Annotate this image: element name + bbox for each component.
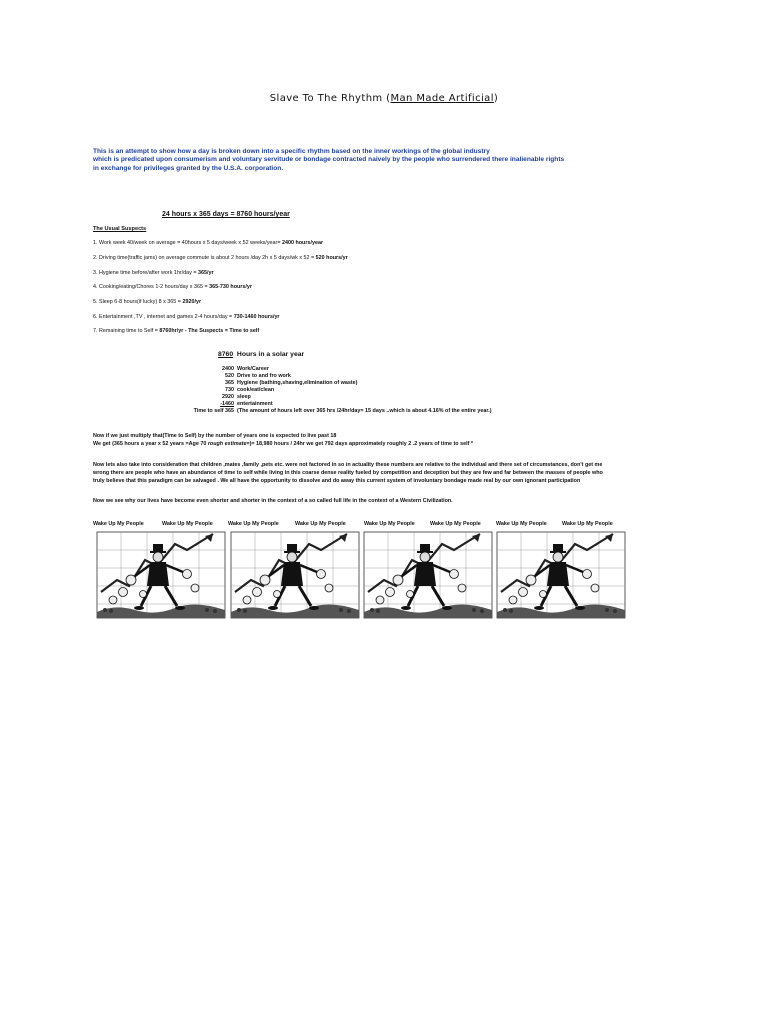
- breakdown-row: 730: [225, 387, 234, 393]
- page-title: [0, 93, 768, 104]
- suspect-item: 5. Sleep 6-8 hours(if lucky) 8 x 365 = 2920/yr: [93, 299, 202, 305]
- intro-line: This is an attempt to show how a day is broken down into a specific rhythm based on the inner workings of the global industry: [93, 148, 490, 155]
- wake-label: Wake Up My People: [162, 521, 213, 527]
- suspect-item: 6. Entertainment ,TV , internet and games 2-4 hours/day = 730-1460 hours/yr: [93, 314, 280, 320]
- wake-label: Wake Up My People: [430, 521, 481, 527]
- breakdown-row: Time to self 365: [193, 408, 234, 414]
- paragraph-line: wrong there are people who have an abundance of time to self while living in this coarse dense reality fueled by competition and deception but they are few and far between the masses of people who: [93, 469, 603, 476]
- wake-label: Wake Up My People: [364, 521, 415, 527]
- breakdown-row: 365: [225, 380, 234, 386]
- cartoon-illustration: [362, 530, 494, 626]
- title-suffix: ): [493, 93, 499, 104]
- breakdown-label: Drive to and fro work: [237, 373, 291, 379]
- paragraph-lifetime: [93, 433, 473, 449]
- cartoon-illustration: [495, 530, 627, 626]
- title-underlined: Man Made Artificial: [390, 93, 494, 104]
- intro-line: which is predicated upon consumerism and voluntary servitude or bondage contracted naively by the people who surrendered there inalienable rights: [93, 156, 565, 164]
- breakdown-label: entertainment: [237, 401, 273, 407]
- suspect-item: 1. Work week 40/week on average = 40hours x 5 days/week x 52 weeks/year= 2400 hours/year: [93, 240, 324, 246]
- intro-text: [93, 148, 564, 173]
- wake-label: Wake Up My People: [295, 521, 346, 527]
- breakdown-row: 520: [225, 373, 234, 379]
- breakdown-label: sleep: [237, 394, 251, 400]
- suspect-item: 3. Hygiene time before/after work 1hr/day = 365/yr: [93, 270, 214, 276]
- breakdown-label: Hygiene (bathing,shaving,elimination of waste): [237, 380, 358, 386]
- breakdown-label: cook/eat/clean: [237, 387, 275, 393]
- wake-label: Wake Up My People: [496, 521, 547, 527]
- cartoon-illustration: [95, 530, 227, 626]
- paragraph-line: We get (365 hours a year x 52 years =Age 70 rough estimate=)= 18,980 hours / 24hr we get 792 days approximately roughly 2 .2 years of time to self *: [93, 440, 473, 447]
- breakdown-row: 2400: [222, 366, 234, 372]
- paragraph-consideration: [93, 462, 603, 485]
- intro-line: in exchange for privileges granted by the U.S.A. corporation.: [93, 164, 284, 172]
- year-heading: [218, 351, 304, 358]
- paragraph-line: truly believe that this paradigm can be salvaged . We all have the opportunity to dissolve and do away this current system of involuntary bondage made real by our own ignorant participation: [93, 477, 581, 484]
- cartoon-illustration: [229, 530, 361, 626]
- breakdown-row: 2920: [222, 394, 234, 400]
- wake-label: Wake Up My People: [562, 521, 613, 527]
- paragraph-line: Now lets also take into consideration that children ,mates ,family ,pets etc. were not factored in so in actuality these numbers are relative to the individual and there set of circumstances, don't get me: [93, 462, 603, 468]
- wake-label: Wake Up My People: [93, 521, 144, 527]
- paragraph-line: Now if we just multiply that(Time to Self) by the number of years one is expected to live past 18: [93, 433, 337, 439]
- title-prefix: Slave To The Rhythm (: [269, 93, 391, 104]
- suspect-item: 4. Cooking/eating/Chores 1-2 hours/day x 365 = 365-730 hours/yr: [93, 284, 252, 290]
- suspect-item: 7. Remaining time to Self = 8760hr/yr - The Suspects = Time to self: [93, 328, 260, 334]
- suspect-item: 2. Driving time(traffic jams) on average commute is about 2 hours /day 2h x 5 days/wk x 52 = 520 hours/yr: [93, 255, 348, 261]
- formula-heading: 24 hours x 365 days = 8760 hours/year: [162, 211, 290, 218]
- paragraph-conclusion: Now we see why our lives have become even shorter and shorter in the context of a so called full life in the context of a Western Civilization.: [93, 498, 453, 504]
- year-label: Hours in a solar year: [236, 351, 305, 358]
- breakdown-row: -1460: [220, 401, 234, 407]
- wake-label: Wake Up My People: [228, 521, 279, 527]
- breakdown-label: Work/Career: [237, 366, 269, 372]
- suspects-heading: The Usual Suspects: [93, 226, 147, 232]
- year-number: 8760: [218, 351, 234, 358]
- breakdown-label: (The amount of hours left over 365 hrs /24hr/day= 15 days ..which is about 4.16% of the entire year.): [237, 408, 492, 414]
